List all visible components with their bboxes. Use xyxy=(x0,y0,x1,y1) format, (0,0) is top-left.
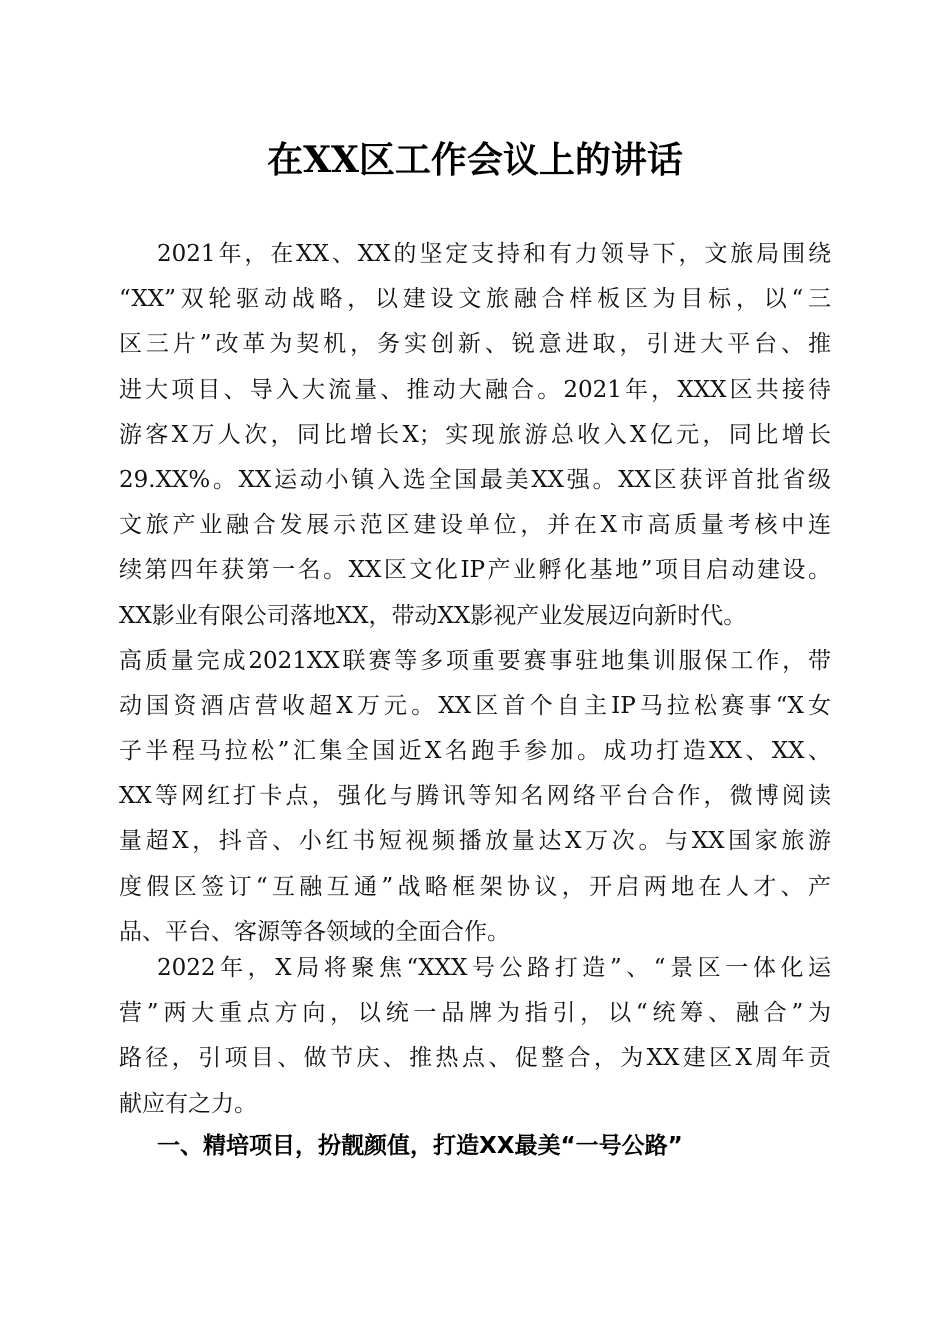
paragraph-line: 营”两大重点方向，以统一品牌为指引，以“统筹、融合”为 xyxy=(119,1000,831,1027)
paragraph-line: 高质量完成2021XX联赛等多项重要赛事驻地集训服保工作，带 xyxy=(119,647,831,674)
paragraph-line: 2022年，X局将聚焦“XXX号公路打造”、“景区一体化运 xyxy=(157,955,831,981)
paragraph-line: 进大项目、导入大流量、推动大融合。2021年，XXX区共接待 xyxy=(119,376,831,403)
paragraph-line: XX影业有限公司落地XX，带动XX影视产业发展迈向新时代。 xyxy=(119,602,747,629)
paragraph-line: 度假区签订“互融互通”战略框架协议，开启两地在人才、产 xyxy=(119,873,831,900)
section-heading: 一、精培项目，扮靓颜值，打造XX最美“一号公路” xyxy=(157,1133,683,1159)
paragraph-line: 献应有之力。 xyxy=(119,1090,257,1117)
paragraph-line: 品、平台、客源等各领域的全面合作。 xyxy=(119,918,510,945)
paragraph-line: 路径，引项目、做节庆、推热点、促整合，为XX建区X周年贡 xyxy=(119,1045,831,1072)
paragraph-line: 29.XX%。XX运动小镇入选全国最美XX强。XX区获评首批省级 xyxy=(119,466,831,493)
paragraph-line: 动国资酒店营收超X万元。XX区首个自主IP马拉松赛事“X女 xyxy=(119,692,831,719)
paragraph-line: 文旅产业融合发展示范区建设单位，并在X市高质量考核中连 xyxy=(119,512,831,539)
paragraph-line: 续第四年获第一名。XX区文化IP产业孵化基地”项目启动建设。 xyxy=(119,557,831,584)
paragraph-line: XX等网红打卡点，强化与腾讯等知名网络平台合作，微博阅读 xyxy=(119,783,831,810)
paragraph-line: 子半程马拉松”汇集全国近X名跑手参加。成功打造XX、XX、 xyxy=(119,738,831,765)
document-title: 在XX区工作会议上的讲话 xyxy=(267,139,683,181)
paragraph-line: 量超X，抖音、小红书短视频播放量达X万次。与XX国家旅游 xyxy=(119,828,831,855)
paragraph-line: 游客X万人次，同比增长X；实现旅游总收入X亿元，同比增长 xyxy=(119,421,831,448)
paragraph-1 xyxy=(119,232,831,955)
paragraph-2 xyxy=(119,946,831,1127)
paragraph-line: 2021年，在XX、XX的坚定支持和有力领导下，文旅局围绕 xyxy=(157,241,831,267)
paragraph-line: “XX”双轮驱动战略，以建设文旅融合样板区为目标，以“三 xyxy=(119,286,831,313)
paragraph-line: 区三片”改革为契机，务实创新、锐意进取，引进大平台、推 xyxy=(119,331,831,358)
